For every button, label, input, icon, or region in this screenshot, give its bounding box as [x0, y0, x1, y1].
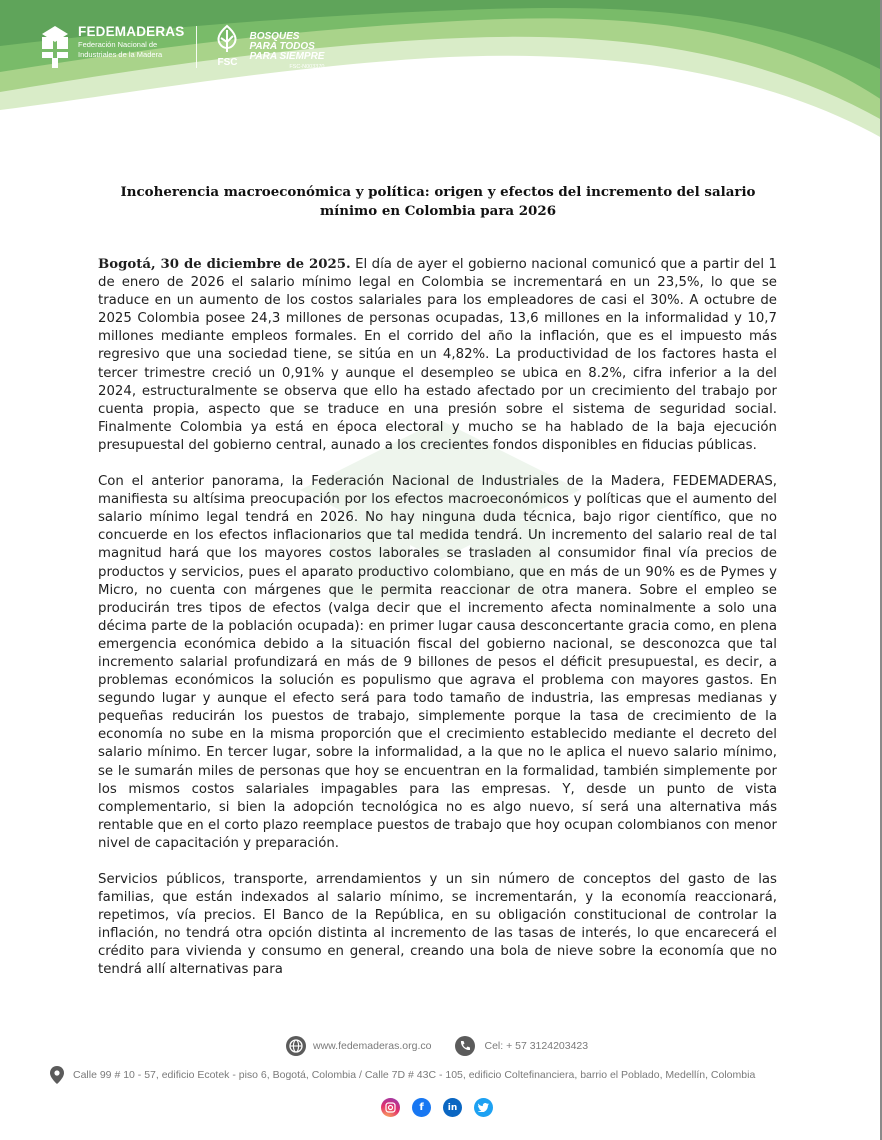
- fsc-slogan-line3: PARA SIEMPRE: [249, 51, 325, 62]
- linkedin-icon[interactable]: in: [443, 1098, 462, 1117]
- fsc-slogan-line2: PARA TODOS: [249, 41, 315, 52]
- globe-icon: [286, 1036, 306, 1056]
- fsc-tree-icon: [210, 24, 244, 54]
- facebook-icon[interactable]: f: [412, 1098, 431, 1117]
- fsc-code: FSC-N003370: [289, 64, 325, 70]
- location-pin-icon: [50, 1066, 64, 1084]
- twitter-icon[interactable]: [474, 1098, 493, 1117]
- footer-address-row: [50, 1066, 755, 1084]
- fsc-label: FSC: [217, 57, 238, 68]
- dateline: Bogotá, 30 de diciembre de 2025.: [98, 257, 351, 272]
- document-title: Incoherencia macroeconómica y política: origen y efectos del incremento del salario mínimo en Colombia para 2026: [120, 184, 756, 219]
- phone-contact[interactable]: [455, 1036, 588, 1056]
- phone-text: Cel: + 57 3124203423: [484, 1040, 589, 1052]
- org-name-line2: Industriales de la Madera: [78, 50, 163, 59]
- website-text: www.fedemaderas.org.co: [313, 1040, 432, 1052]
- fedemaderas-logo-icon: [40, 24, 70, 70]
- address-text: Calle 99 # 10 - 57, edificio Ecotek - piso 6, Bogotá, Colombia / Calle 7D # 43C - 105, edificio Coltefinanciera, barrio el Poblado, Medellín, Colombia: [73, 1069, 756, 1081]
- paragraph-1: [98, 256, 777, 455]
- social-links: [381, 1098, 505, 1117]
- paragraph-1-text: El día de ayer el gobierno nacional comunicó que a partir del 1 de enero de 2026 el salario mínimo legal en Colombia se incrementará en un 23,5%, lo que se traduce en un aumento de los costos salariales para los empleadores de casi el 30%. A octubre de 2025 Colombia posee 24,3 millones de personas ocupadas, 13,6 millones en la informalidad y 10,7 millones mediante empleos formales. En el corrido del año la inflación, que es el impuesto más regresivo que una sociedad tiene, se sitúa en un 4,82%. La productividad de los factores hasta el tercer trimestre creció un 0,91% y aunque el desempleo se ubica en 8.2%, cifra inferior a la del 2024, estructuralmente se observa que ello ha estado afectado por un crecimiento del trabajo por cuenta propia, aspecto que se traduce en una presión sobre el sistema de seguridad social. Finalmente Colombia ya está en época electoral y mucho se ha hablado de la baja ejecución presupuestal del gobierno central, aunado a los crecientes fondos disponibles en fiducias públicas.: [98, 257, 777, 453]
- header-logos: [40, 24, 324, 70]
- website-link[interactable]: [286, 1036, 431, 1056]
- logo-divider: [196, 26, 197, 68]
- fedemaderas-wordmark: [78, 24, 184, 59]
- document-body: [98, 256, 777, 998]
- org-name: FEDEMADERAS: [78, 24, 185, 39]
- fsc-slogan-line1: BOSQUES: [249, 31, 300, 42]
- paragraph-2: Con el anterior panorama, la Federación Nacional de Industriales de la Madera, FEDEMADERAS, manifiesta su altísima preocupación por los efectos macroeconómicos y políticas que el aumento del salario mínimo legal tendrá en 2026. No hay ninguna duda técnica, bajo rigor científico, que no concuerde en los efectos inflacionarios que tal medida tendrá. Un incremento del salario real de tal magnitud hará que los mayores costos laborales se trasladen al consumidor final vía precios de productos y servicios, pues el aparato productivo colombiano, que en más de un 90% es de Pymes y Micro, no cuenta con márgenes que le permita reaccionar de otra manera. Sobre el empleo se producirán tres tipos de efectos (valga decir que el incremento afecta nominalmente a solo una décima parte de la población ocupada): en primer lugar causa desconcertante gracia como, en plena emergencia económica debido a la situación fiscal del gobierno nacional, se desconozca que tal incremento salarial profundizará en más de 9 billones de pesos el déficit presupuestal, es decir, a problemas económicos la solución es populismo que agrava el problema con mayores gastos. En segundo lugar y aunque el efecto será para todo tamaño de industria, las empresas medianas y pequeñas reducirán los puestos de trabajo, simplemente porque la tasa de crecimiento de la economía no sube en la misma proporción que el crecimiento establecido mediante el decreto del salario mínimo. En tercer lugar, sobre la informalidad, a la que no le aplica el nuevo salario mínimo, se le sumarán miles de personas que hoy se encuentran en la formalidad, también simplemente por los mismos costos salariales impagables para las empresas. Y, desde un punto de vista complementario, si bien la adopción tecnológica no es algo nuevo, sí será una alternativa más rentable que en el corto plazo reemplace puestos de trabajo que hoy ocupan colombianos con menor nivel de capacitación y preparación.: [98, 474, 777, 851]
- paragraph-3: Servicios públicos, transporte, arrendamientos y un sin número de conceptos del gasto de las familias, que están indexados al salario mínimo, se incrementarán, y la economía reaccionará, repetimos, vía precios. El Banco de la República, en su obligación constitucional de controlar la inflación, no tendrá otra opción distinta al incremento de las tasas de interés, lo que encarecerá el crédito para vivienda y consumo en general, creando una bola de nieve sobre la economía que no tendrá allí alternativas para: [98, 872, 777, 978]
- org-name-line1: Federación Nacional de: [78, 40, 158, 49]
- instagram-icon[interactable]: [381, 1098, 400, 1117]
- phone-icon: [455, 1036, 475, 1056]
- footer-contact-row: [286, 1036, 588, 1056]
- header-wave-banner: [0, 0, 882, 150]
- fsc-logo: [209, 24, 324, 70]
